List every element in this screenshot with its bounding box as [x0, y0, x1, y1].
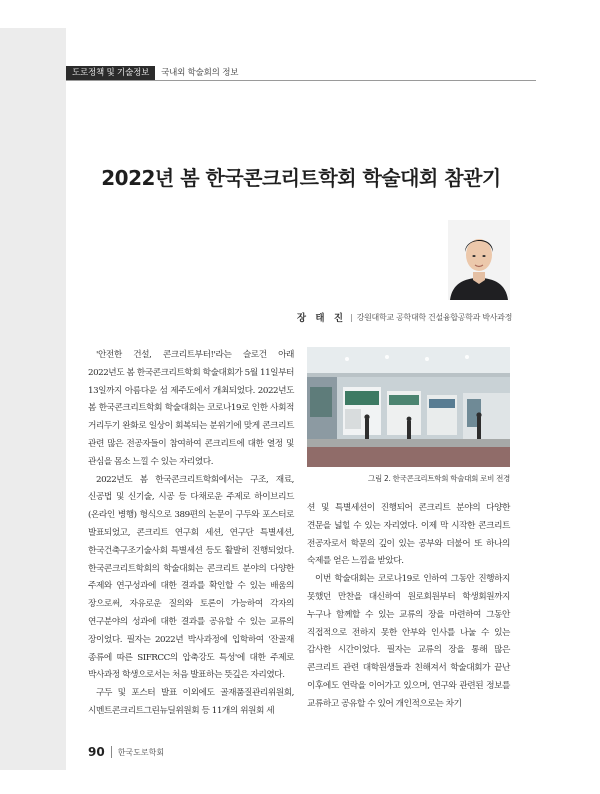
footer-org-name: 한국도로학회: [117, 747, 165, 757]
conference-lobby-photo: [307, 347, 510, 467]
author-line: [297, 310, 512, 324]
author-affiliation: 강원대학교 공학대학 건설융합공학과 박사과정: [356, 312, 512, 322]
top-margin: [0, 0, 600, 28]
section-divider: [66, 80, 536, 81]
body-paragraph: 구두 및 포스터 발표 이외에도 골재품질관리위원회, 시멘트콘크리트그린뉴딜위원회 등 11개의 위원회 세: [88, 688, 294, 716]
body-paragraph: '안전한 건설, 콘크리트부터!'라는 슬로건 아래 2022년도 봄 한국콘크리트학회 학술대회가 5월 11일부터 13일까지 아름다운 섬 제주도에서 개최되었다. 2022년도 봄 한국콘크리트학회 학술대회는 코로나19로 인한 사회적 거리두기 완화로 일상이 회복되는 분위기에 맞게 콘크리트 관련 많은 전공자들이 참여하여 콘크리트에 대한 열정 및 관심을 몸소 느낄 수 있는 자리였다.: [88, 350, 294, 467]
body-paragraph: 2022년도 봄 한국콘크리트학회에서는 구조, 재료, 신공법 및 신기술, 시공 등 다채로운 주제로 하이브리드(온라인 병행) 형식으로 389편의 논문이 구두와 포스터로 발표되었고, 콘크리트 연구회 세션, 연구단 특별세션, 한국건축구조기술사회 특별세션 등도 활발히 진행되었다. 한국콘크리트학회의 학술대회는 콘크리트 분야의 다양한 주제와 연구성과에 대한 결과를 확인할 수 있는 배움의 장으로써, 자유로운 질의와 토론이 가능하여 각자의 연구분야의 성과에 대한 결과를 공유할 수 있는 교류의 장이었다. 필자는 2022년 박사과정에 입학하여 '잔골재 종류에 따른 SIFRCC의 압축강도 특성'에 대한 주제로 박사과정 학생으로서는 처음 발표하는 뜻깊은 자리였다.: [88, 474, 294, 681]
body-paragraph: 션 및 특별세션이 진행되어 콘크리트 분야의 다양한 견문을 넓힐 수 있는 자리였다. 이제 막 시작한 콘크리트 전공자로서 학문의 깊이 있는 공부와 더불어 또 하나의 숙제를 얻은 느낌을 받았다.: [307, 503, 510, 567]
section-tag: 도로정책 및 기술정보: [66, 66, 155, 80]
bottom-margin: [0, 770, 600, 794]
left-gutter-band: [0, 0, 66, 794]
article-title: 2022년 봄 한국콘크리트학회 학술대회 참관기: [101, 166, 501, 190]
section-subtitle: 국내외 학술회의 정보: [161, 68, 239, 78]
author-photo: [448, 220, 510, 300]
body-right-column: [307, 500, 510, 714]
body-left-column: [88, 347, 294, 721]
body-paragraph: 이번 학술대회는 코로나19로 인하여 그동안 진행하지 못했던 만찬을 대신하여 원로회원부터 학생회원까지 누구나 함께할 수 있는 교류의 장을 마련하여 그동안 직접적으로 전하지 못한 안부와 인사를 나눌 수 있는 감사한 시간이었다. 필자는 교류의 장을 통해 많은 콘크리트 관련 대학원생들과 친해져서 학술대회가 끝난 이후에도 연락을 이어가고 있으며, 연구와 관련된 정보를 교류하고 공유할 수 있어 개인적으로는 차기: [307, 574, 510, 709]
author-separator: |: [350, 312, 353, 322]
page-footer: [88, 745, 164, 759]
section-header: [66, 66, 244, 80]
footer-divider: [111, 746, 112, 758]
page-number: 90: [88, 745, 105, 759]
author-name: 장 태 진: [296, 313, 346, 324]
figure-caption: 그림 2. 한국콘크리트학회 학술대회 로비 전경: [368, 474, 510, 483]
